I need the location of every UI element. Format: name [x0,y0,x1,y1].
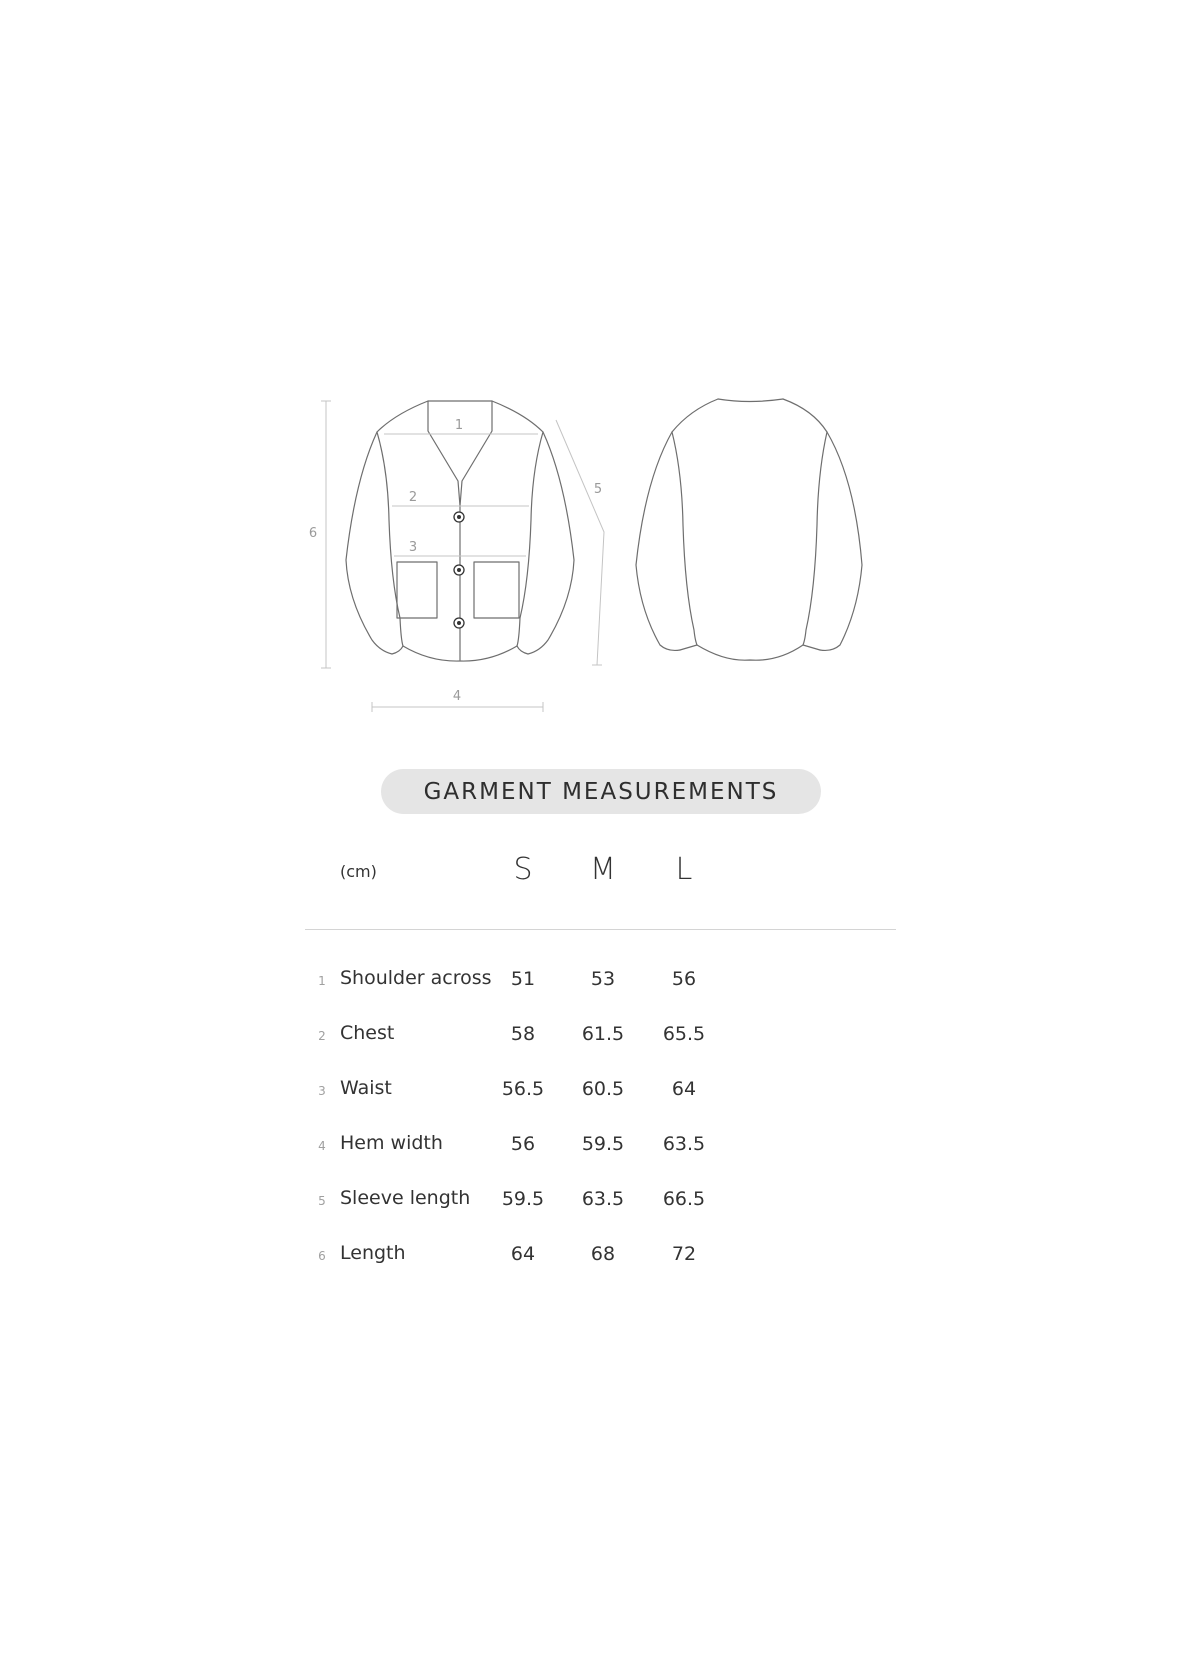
row-index: 1 [318,974,326,988]
row-label: Length [340,1242,406,1264]
row-label: Waist [340,1077,392,1099]
value-l: 65.5 [662,1023,706,1045]
value-l: 66.5 [662,1188,706,1210]
front-right-pocket [474,562,519,618]
row-label: Hem width [340,1132,443,1154]
back-right-side [803,432,827,645]
back-hem [680,645,820,660]
front-left-side [377,432,403,646]
page-title: GARMENT MEASUREMENTS [423,778,779,805]
measure-number-5: 5 [593,482,603,497]
value-l: 64 [671,1078,697,1100]
back-left-sleeve [636,399,718,650]
table-row [0,967,1200,997]
row-index: 3 [318,1084,326,1098]
size-header-s: S [513,852,533,887]
measure-number-1: 1 [454,418,464,433]
value-m: 63.5 [581,1188,625,1210]
measure-number-2: 2 [408,490,418,505]
value-s: 56 [510,1133,536,1155]
value-s: 59.5 [501,1188,545,1210]
button-icon [454,512,464,522]
table-row [0,1077,1200,1107]
value-m: 53 [590,968,616,990]
table-row [0,1022,1200,1052]
value-m: 68 [590,1243,616,1265]
title-pill [381,769,821,814]
button-icon [454,565,464,575]
measure-number-4: 4 [452,689,462,704]
row-label: Sleeve length [340,1187,471,1209]
value-l: 72 [671,1243,697,1265]
table-divider [305,929,896,930]
value-s: 56.5 [501,1078,545,1100]
row-label: Chest [340,1022,395,1044]
value-l: 56 [671,968,697,990]
size-header-l: L [675,852,693,887]
measure-number-3: 3 [408,540,418,555]
value-m: 60.5 [581,1078,625,1100]
unit-label: (cm) [340,862,377,881]
table-row [0,1242,1200,1272]
row-index: 4 [318,1139,326,1153]
row-index: 5 [318,1194,326,1208]
jacket-back-sketch [636,399,862,660]
front-right-side [517,432,543,646]
table-row [0,1187,1200,1217]
value-s: 64 [510,1243,536,1265]
back-left-side [672,432,697,645]
front-left-sleeve [346,401,428,654]
row-label: Shoulder across [340,967,492,989]
value-s: 51 [510,968,536,990]
measurement-guides [321,401,604,712]
row-index: 2 [318,1029,326,1043]
value-l: 63.5 [662,1133,706,1155]
sleeve-measure-line [556,420,604,665]
front-collar [428,401,492,506]
value-m: 59.5 [581,1133,625,1155]
back-right-sleeve [783,399,862,650]
size-header-m: M [590,852,616,887]
table-row [0,1132,1200,1162]
front-right-sleeve [492,401,574,654]
front-left-pocket [397,562,437,618]
garment-diagram [0,0,1200,760]
back-neckline [718,399,783,402]
value-s: 58 [510,1023,536,1045]
row-index: 6 [318,1249,326,1263]
jacket-front-sketch [346,401,574,661]
value-m: 61.5 [581,1023,625,1045]
measure-number-6: 6 [308,526,318,541]
button-icon [454,618,464,628]
